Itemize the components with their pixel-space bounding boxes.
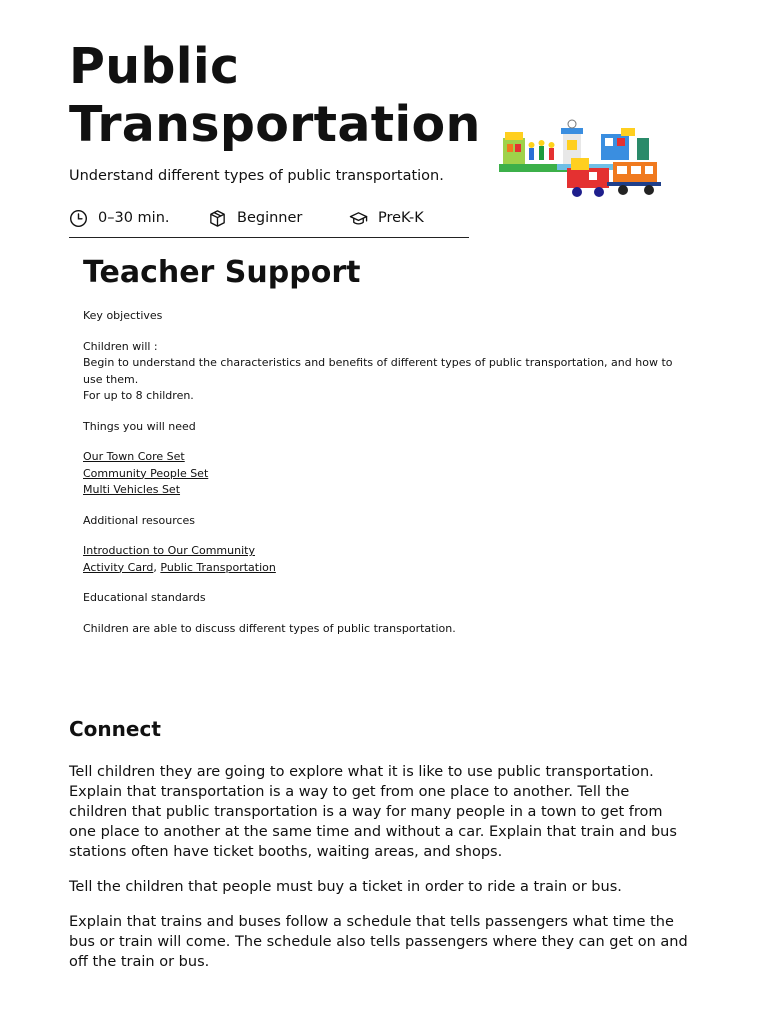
grade-text: PreK-K [378, 210, 424, 226]
resource-separator: , [153, 560, 157, 574]
connect-section [69, 715, 689, 987]
teacher-support-section [83, 253, 693, 637]
clock-icon [69, 209, 88, 228]
material-link-our-town[interactable]: Our Town Core Set [83, 450, 185, 463]
connect-paragraph: Tell the children that people must buy a ticket in order to ride a train or bus. [69, 879, 622, 895]
connect-heading: Connect [69, 717, 161, 741]
children-will-label: Children will : [83, 339, 158, 353]
duration-text: 0–30 min. [98, 210, 170, 226]
duration-info [69, 207, 208, 229]
educational-standards-text: Children are able to discuss different types of public transportation. [83, 621, 456, 635]
resource-link-public-transportation[interactable]: Public Transportation [160, 560, 276, 574]
page-title-line-1: Public [69, 38, 240, 95]
box-icon [208, 209, 227, 228]
page-subtitle: Understand different types of public transportation. [69, 168, 444, 184]
objective-text: Begin to understand the characteristics and benefits of different types of public transportation, and how to use them. [83, 356, 673, 386]
teacher-support-heading: Teacher Support [83, 255, 361, 290]
resource-link-activity-card[interactable]: Activity Card [83, 560, 154, 574]
grade-info [349, 207, 424, 229]
resource-link-introduction[interactable]: Introduction to Our Community [83, 544, 255, 557]
level-text: Beginner [237, 210, 303, 226]
material-link-multi-vehicles[interactable]: Multi Vehicles Set [83, 483, 181, 496]
activity-meta [69, 207, 469, 238]
connect-paragraph: Tell children they are going to explore what it is like to use public transportation. Explain that transportation is a way to get from one place to another. Tell the children that public transportation is a way for many people in a town to get from one place to another at the same time and without a car. Explain that train and bus stations often have ticket booths, waiting areas, and shops. [69, 764, 677, 860]
graduation-cap-icon [349, 209, 368, 228]
lego-town-set-image [497, 118, 665, 204]
additional-resources-label: Additional resources [83, 513, 196, 527]
connect-paragraph: Explain that trains and buses follow a schedule that tells passengers what time the bus or train will come. The schedule also tells passengers where they can get on and off the train or bus. [69, 914, 688, 970]
page-title-line-2: Transportation [69, 96, 481, 153]
things-needed-label: Things you will need [83, 419, 196, 433]
key-objectives-label: Key objectives [83, 309, 163, 322]
level-info [208, 207, 349, 229]
material-link-community-people[interactable]: Community People Set [83, 466, 209, 480]
educational-standards-label: Educational standards [83, 591, 206, 604]
group-size-text: For up to 8 children. [83, 389, 194, 402]
page-title [69, 38, 481, 154]
